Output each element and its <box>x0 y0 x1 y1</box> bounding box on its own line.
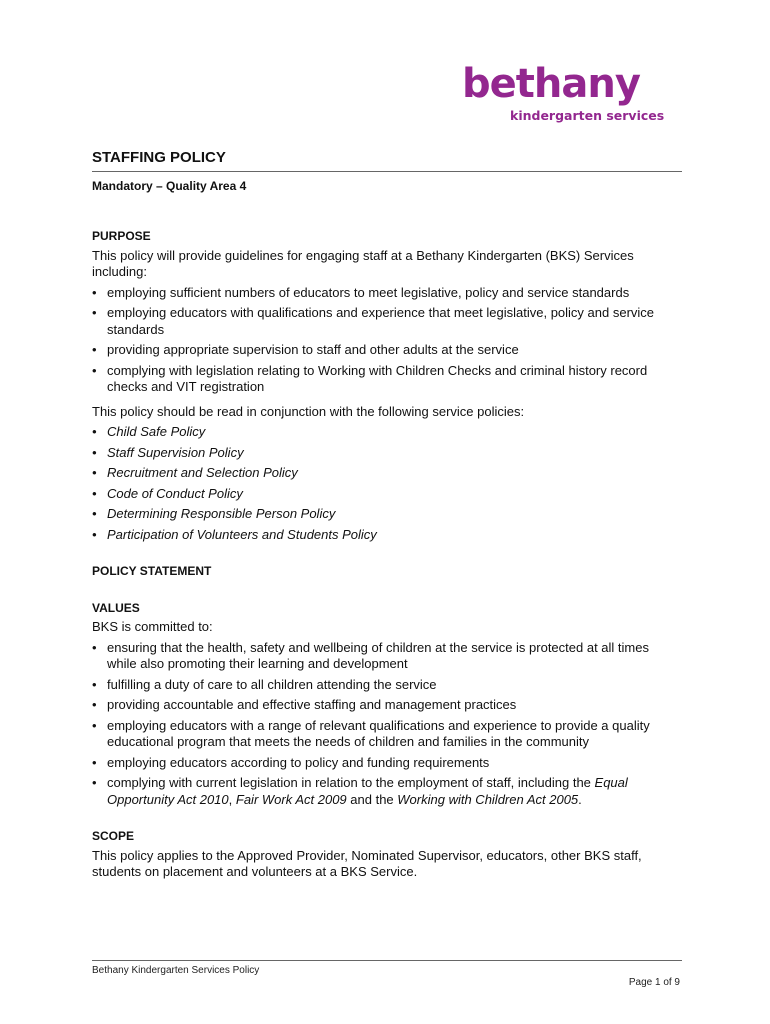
related-policies-list <box>92 424 682 543</box>
list-item: • Staff Supervision Policy <box>92 445 682 462</box>
list-item: • Code of Conduct Policy <box>92 486 682 503</box>
values-list <box>92 640 682 809</box>
scope-heading: SCOPE <box>92 829 135 843</box>
list-item: • complying with legislation relating to Working with Children Checks and criminal history record checks and VIT registration <box>92 363 682 396</box>
purpose-heading: PURPOSE <box>92 229 151 243</box>
policy-statement-heading: POLICY STATEMENT <box>92 564 212 578</box>
bethany-logo <box>462 58 682 128</box>
logo-tagline: kindergarten services <box>510 108 665 123</box>
page-number: Page 1 of 9 <box>628 977 680 988</box>
footer-divider <box>92 960 682 961</box>
list-item: • Recruitment and Selection Policy <box>92 465 682 482</box>
list-item <box>92 775 682 808</box>
legislation-text: complying with current legislation in relation to the employment of staff, including the <box>107 775 595 790</box>
page-title: STAFFING POLICY <box>92 150 682 172</box>
scope-text: This policy applies to the Approved Provider, Nominated Supervisor, educators, other BKS staff, students on placement and volunteers at a BKS Service. <box>92 847 642 879</box>
document-body <box>92 150 682 881</box>
list-item: • employing educators according to policy and funding requirements <box>92 755 682 772</box>
list-item: • providing appropriate supervision to staff and other adults at the service <box>92 342 682 359</box>
equal-opportunity-act: Equal Opportunity Act 2010 <box>107 775 628 807</box>
values-intro: BKS is committed to: <box>92 619 213 634</box>
list-item: • fulfilling a duty of care to all children attending the service <box>92 677 682 694</box>
footer-policy-name: Bethany Kindergarten Services Policy <box>92 965 260 976</box>
separator: and the <box>346 791 398 807</box>
list-item: • Child Safe Policy <box>92 424 682 441</box>
separator: , <box>228 791 236 807</box>
fair-work-act: Fair Work Act 2009 <box>235 791 347 807</box>
list-item: • employing educators with a range of relevant qualifications and experience to provide a quality educational program that meets the needs of children and families in the community <box>92 718 682 751</box>
list-item: • employing educators with qualifications and experience that meet legislative, policy and service standards <box>92 305 682 338</box>
period: . <box>578 791 582 807</box>
list-item: • Determining Responsible Person Policy <box>92 506 682 523</box>
list-item: • ensuring that the health, safety and wellbeing of children at the service is protected at all times while also promoting their learning and development <box>92 640 682 673</box>
values-heading: VALUES <box>92 600 140 615</box>
purpose-list <box>92 285 682 396</box>
page-subtitle: Mandatory – Quality Area 4 <box>92 178 247 193</box>
logo-wordmark: bethany <box>462 61 640 107</box>
related-policies-intro: This policy should be read in conjunction with the following service policies: <box>92 403 525 419</box>
list-item: • providing accountable and effective staffing and management practices <box>92 697 682 714</box>
list-item: • Participation of Volunteers and Students Policy <box>92 527 682 544</box>
working-with-children-act: Working with Children Act 2005 <box>397 791 579 807</box>
list-item: • employing sufficient numbers of educators to meet legislative, policy and service standards <box>92 285 682 302</box>
purpose-intro: This policy will provide guidelines for engaging staff at a Bethany Kindergarten (BKS) Services including: <box>92 247 634 279</box>
